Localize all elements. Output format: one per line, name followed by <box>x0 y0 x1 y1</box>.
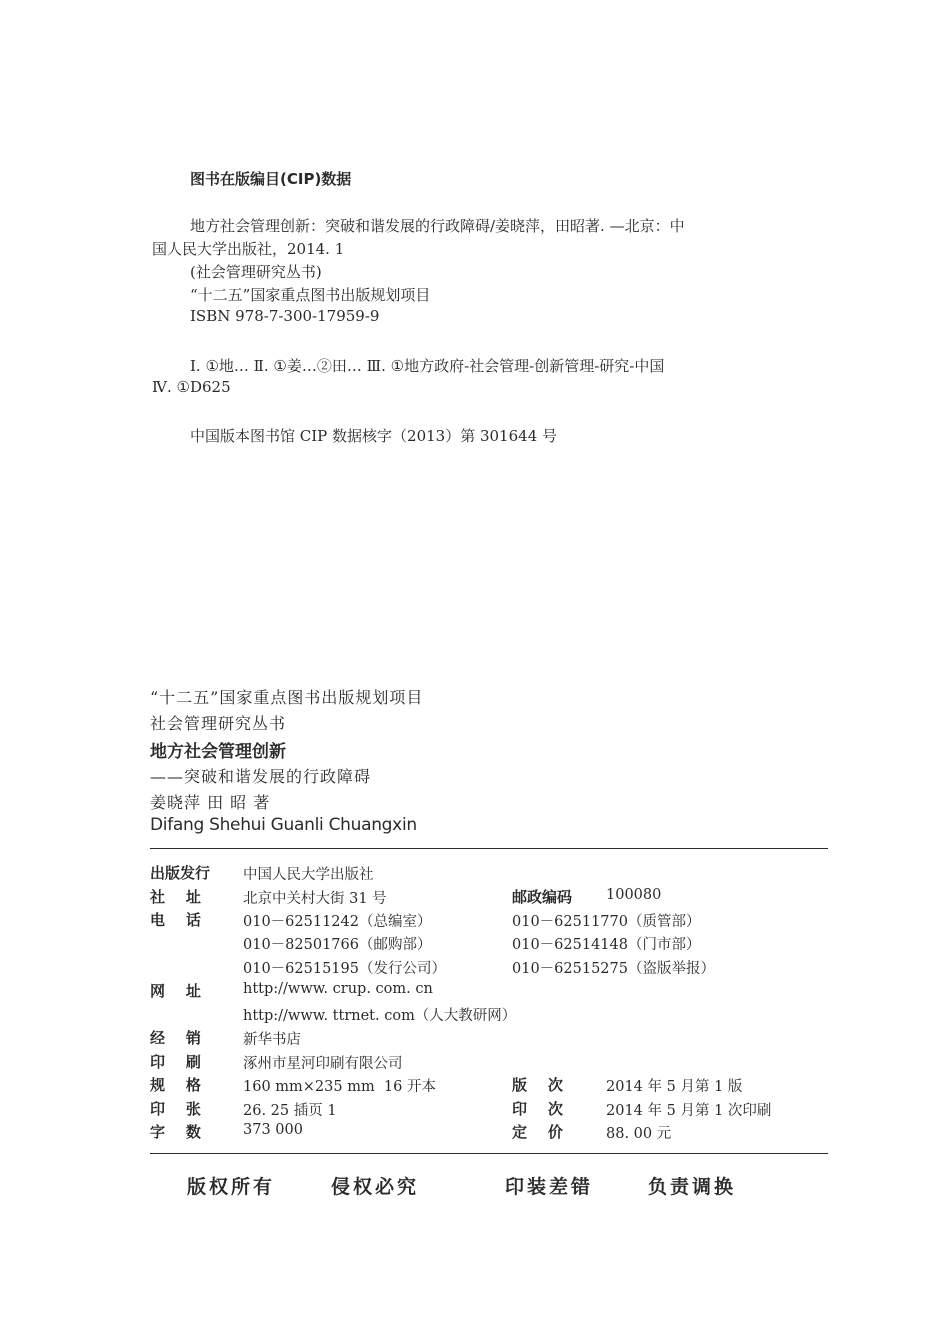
phone-left-3: 010－62515195（发行公司） <box>243 961 446 977</box>
cip-classification-line2: Ⅳ. ①D625 <box>152 378 231 396</box>
footer-copyright: 版权所有 <box>187 1176 276 1198</box>
book-series: 社会管理研究丛书 <box>150 714 287 733</box>
label-impression: 印 次 <box>512 1100 563 1118</box>
top-rule <box>150 848 828 849</box>
book-subtitle: ——突破和谐发展的行政障碍 <box>150 767 372 786</box>
label-postcode: 邮政编码 <box>512 888 573 906</box>
label-website: 网 址 <box>150 982 201 1000</box>
phone-right-3: 010－62515275（盗版举报） <box>512 961 715 977</box>
label-dealer: 经 销 <box>150 1029 201 1047</box>
cip-data-number: 中国版本图书馆 CIP 数据核字（2013）第 301644 号 <box>190 427 558 445</box>
cip-series: (社会管理研究丛书) <box>190 263 322 281</box>
footer-exchange: 负责调换 <box>648 1176 737 1198</box>
cip-project: “十二五”国家重点图书出版规划项目 <box>190 286 431 304</box>
phone-right-1: 010－62511770（质管部） <box>512 914 701 930</box>
value-website-1: http://www. crup. com. cn <box>243 981 433 997</box>
value-printer: 涿州市星河印刷有限公司 <box>243 1056 403 1072</box>
value-word-count: 373 000 <box>243 1122 303 1138</box>
cip-heading: 图书在版编目(CIP)数据 <box>190 170 352 188</box>
value-format: 160 mm×235 mm 16 开本 <box>243 1079 436 1095</box>
book-title: 地方社会管理创新 <box>150 742 286 762</box>
phone-left-1: 010－62511242（总编室） <box>243 914 432 930</box>
footer-infringement: 侵权必究 <box>331 1176 420 1198</box>
value-sheets: 26. 25 插页 1 <box>243 1103 337 1119</box>
value-dealer: 新华书店 <box>243 1032 301 1048</box>
bottom-rule <box>150 1153 828 1154</box>
value-website-2: http://www. ttrnet. com（人大教研网） <box>243 1008 517 1024</box>
label-printer: 印 刷 <box>150 1053 201 1071</box>
phone-right-2: 010－62514148（门市部） <box>512 937 701 953</box>
cip-entry-line1: 地方社会管理创新：突破和谐发展的行政障碍/姜晓萍，田昭著. —北京：中 <box>190 217 685 235</box>
label-edition: 版 次 <box>512 1076 563 1094</box>
label-sheets: 印 张 <box>150 1100 201 1118</box>
value-publisher: 中国人民大学出版社 <box>243 867 374 883</box>
value-edition: 2014 年 5 月第 1 版 <box>606 1079 743 1095</box>
cip-classification-line1: Ⅰ. ①地… Ⅱ. ①姜…②田… Ⅲ. ①地方政府-社会管理-创新管理-研究-中国 <box>190 357 665 375</box>
label-publisher: 出版发行 <box>150 864 211 882</box>
cip-entry-line2: 国人民大学出版社，2014. 1 <box>152 240 345 258</box>
phone-left-2: 010－82501766（邮购部） <box>243 937 432 953</box>
value-impression: 2014 年 5 月第 1 次印刷 <box>606 1103 772 1119</box>
label-price: 定 价 <box>512 1123 563 1141</box>
label-word-count: 字 数 <box>150 1123 201 1141</box>
value-price: 88. 00 元 <box>606 1126 672 1142</box>
label-phone: 电 话 <box>150 911 201 929</box>
footer-misprint: 印装差错 <box>505 1176 594 1198</box>
cip-isbn: ISBN 978-7-300-17959-9 <box>190 307 380 325</box>
label-address: 社 址 <box>150 888 201 906</box>
label-format: 规 格 <box>150 1076 201 1094</box>
book-project: “十二五”国家重点图书出版规划项目 <box>150 688 424 707</box>
value-postcode: 100080 <box>606 887 662 903</box>
book-authors: 姜晓萍 田 昭 著 <box>150 793 271 812</box>
book-title-pinyin: Difang Shehui Guanli Chuangxin <box>150 815 417 835</box>
value-address: 北京中关村大街 31 号 <box>243 891 387 907</box>
